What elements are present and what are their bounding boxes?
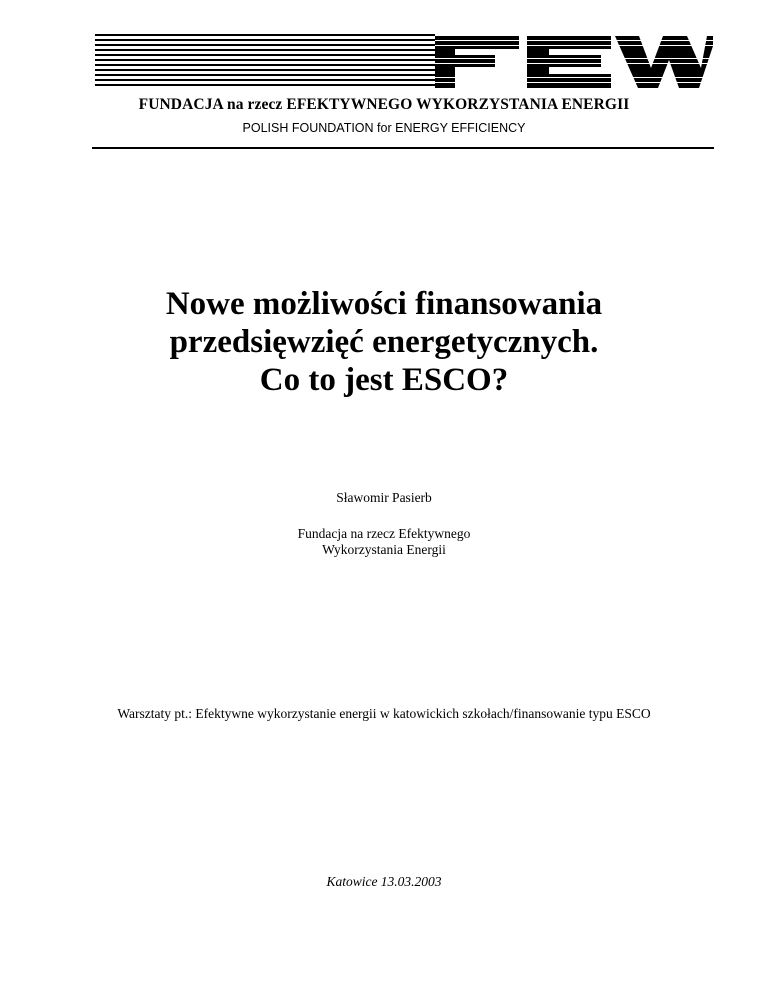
title-line-1: Nowe możliwości finansowania xyxy=(165,286,603,322)
org-name-en-part2: for xyxy=(377,121,392,135)
affiliation-line-1: Fundacja na rzecz Efektywnego xyxy=(297,526,471,541)
header-divider xyxy=(92,147,714,149)
org-name-en-part1: POLISH FOUNDATION xyxy=(242,121,378,135)
document-title xyxy=(0,285,768,399)
affiliation-line-2: Wykorzystania Energii xyxy=(322,542,446,557)
org-name-polish xyxy=(0,96,768,114)
org-name-en-part3: ENERGY EFFICIENCY xyxy=(391,121,526,135)
org-name-pl-part3: EFEKTYWNEGO WYKORZYSTANIA ENERGII xyxy=(282,96,630,113)
event-description: Warsztaty pt.: Efektywne wykorzystanie energii w katowickich szkołach/finansowanie typu ESCO xyxy=(117,706,651,721)
place-date: Katowice 13.03.2003 xyxy=(326,874,442,889)
author-affiliation xyxy=(0,526,768,558)
fewe-logo xyxy=(95,34,713,90)
title-line-3: Co to jest ESCO? xyxy=(259,362,509,398)
org-name-pl-part1: FUNDACJA xyxy=(138,96,227,113)
org-name-english xyxy=(0,121,768,135)
author-name: Sławomir Pasierb xyxy=(336,490,432,505)
org-name-pl-part2: na rzecz xyxy=(226,96,283,113)
title-line-2: przedsięwzięć energetycznych. xyxy=(169,324,599,360)
